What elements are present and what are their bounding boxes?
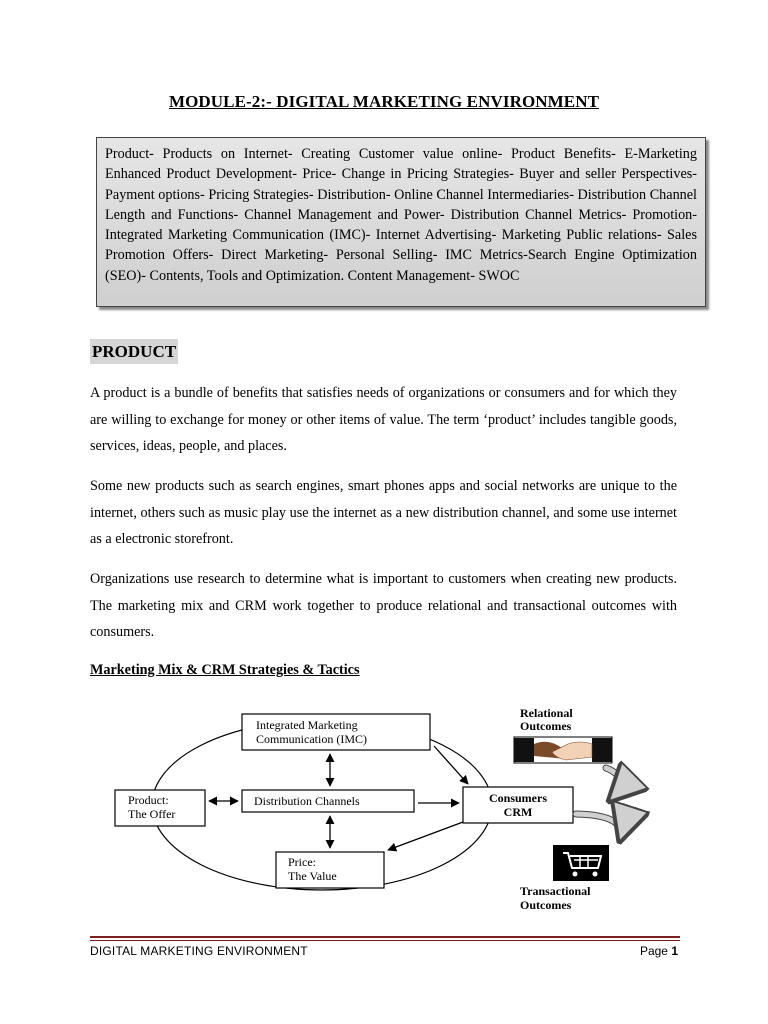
page-label: Page: [639, 944, 668, 958]
page-number: [640, 944, 678, 958]
handshake-icon: [514, 737, 612, 763]
imc-label-1: Integrated Marketing: [256, 718, 358, 732]
module-summary-box: Product- Products on Internet- Creating Customer value online- Product Benefits- E-Marketing Enhanced Product Development- Price- Change in Pricing Strategies- Buyer and seller Perspectives- Payment options- Pricing Strategies- Distribution- Online Channel Intermediaries- Distribution Channel Length and Functions- Channel Management and Power- Distribution Channel Metrics- Promotion- Integrated Marketing Communication (IMC)- Internet Advertising- Marketing Public relations- Sales Promotion Offers- Direct Marketing- Personal Selling- IMC Metrics-Search Engine Optimization (SEO)- Contents, Tools and Optimization. Content Management- SWOC: [96, 137, 706, 307]
product-label-2: The Offer: [128, 807, 176, 821]
paragraph-1: A product is a bundle of benefits that satisfies needs of organizations or consumers and for which they are willing to exchange for money or other items of value. The term ‘product’ includes tangible goods, services, ideas, people, and places.: [90, 385, 677, 455]
price-label-1: Price:: [288, 855, 316, 869]
page-title: MODULE-2:- DIGITAL MARKETING ENVIRONMENT: [168, 92, 600, 111]
diagram-heading: Marketing Mix & CRM Strategies & Tactics: [90, 662, 360, 678]
page-number-value: 1: [671, 944, 678, 958]
distribution-label: Distribution Channels: [254, 794, 360, 808]
imc-label-2: Communication (IMC): [256, 732, 367, 746]
paragraph-2: Some new products such as search engines, smart phones apps and social networks are unique to the internet, others such as music play use the internet as a new distribution channel, and some use internet as a electronic storefront.: [90, 478, 677, 548]
transactional-label-2: Outcomes: [520, 898, 572, 912]
footer-rule-thin: [90, 940, 680, 941]
footer-rule-thick: [90, 936, 680, 938]
relational-label-1: Relational: [520, 706, 573, 720]
arrow-price-consumers: [388, 822, 463, 850]
paragraph-3: Organizations use research to determine what is important to customers when creating new products. The marketing mix and CRM work together to produce relational and transactional outcomes with consumers.: [90, 571, 677, 641]
footer-title: DIGITAL MARKETING ENVIRONMENT: [90, 944, 308, 958]
product-label-1: Product:: [128, 793, 169, 807]
consumers-label-1: Consumers: [488, 791, 548, 805]
relational-label-2: Outcomes: [520, 719, 572, 733]
price-label-2: The Value: [288, 869, 337, 883]
consumers-label-2: CRM: [503, 805, 533, 819]
arrow-imc-consumers: [434, 746, 468, 784]
shopping-cart-icon: [553, 845, 609, 881]
section-heading-product: PRODUCT: [90, 339, 178, 364]
transactional-label-1: Transactional: [520, 884, 591, 898]
